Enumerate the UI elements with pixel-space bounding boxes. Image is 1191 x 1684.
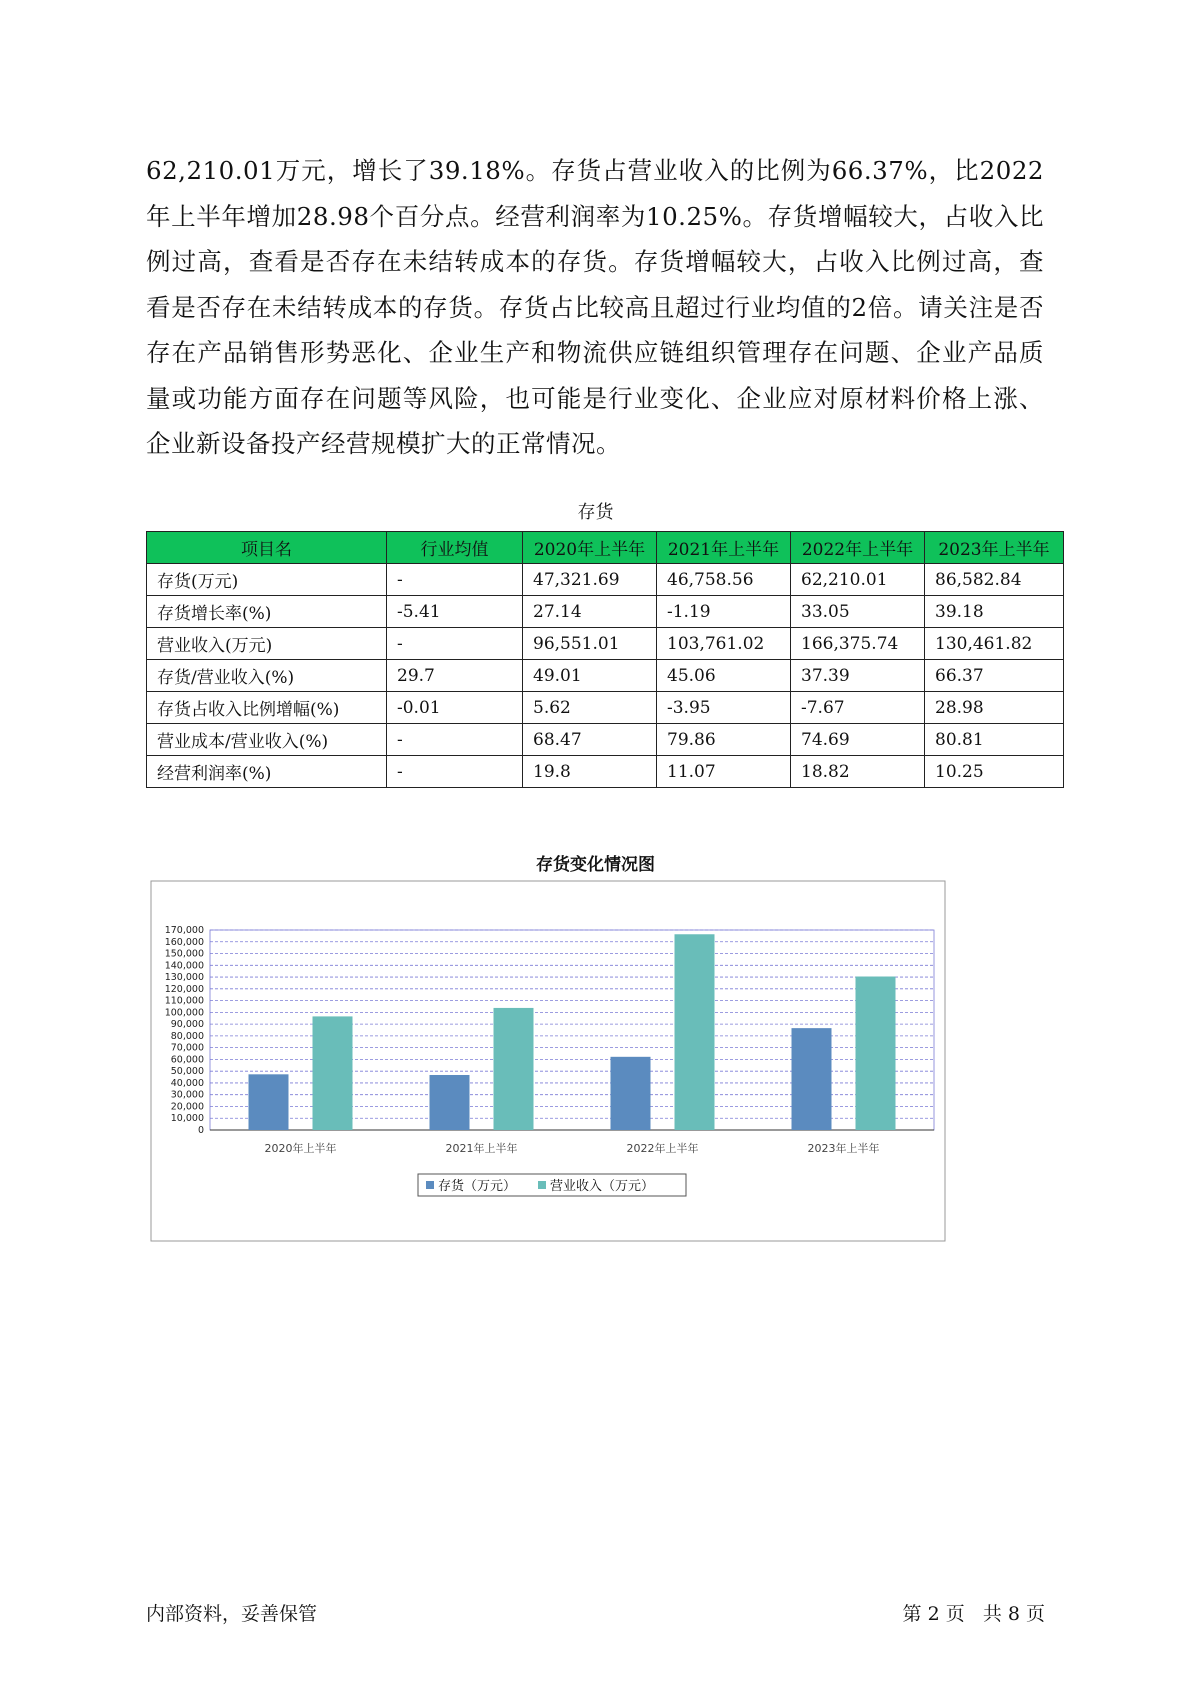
- table-row: [147, 756, 1064, 788]
- header-cell: 行业均值: [387, 532, 523, 564]
- table-cell: -1.19: [657, 596, 791, 628]
- table-cell: -5.41: [387, 596, 523, 628]
- legend-label: 营业收入（万元）: [550, 1179, 655, 1194]
- table-cell: 营业成本/营业收入(%): [147, 724, 387, 756]
- y-tick-label: 10,000: [170, 1113, 204, 1125]
- table-row: [147, 724, 1064, 756]
- chart-title: 存货变化情况图: [536, 855, 655, 875]
- header-cell: 2022年上半年: [791, 532, 925, 564]
- bar-inventory: [792, 1028, 832, 1130]
- y-tick-label: 150,000: [164, 948, 204, 960]
- table-row: [147, 564, 1064, 596]
- x-tick-label: 2020年上半年: [264, 1142, 337, 1155]
- x-tick-label: 2022年上半年: [626, 1142, 699, 1155]
- table-cell: 39.18: [925, 596, 1064, 628]
- table-cell: -3.95: [657, 692, 791, 724]
- table-cell: 19.8: [523, 756, 657, 788]
- table-cell: 37.39: [791, 660, 925, 692]
- y-tick-label: 140,000: [164, 960, 204, 972]
- bar-revenue: [494, 1008, 534, 1130]
- y-tick-label: 120,000: [164, 983, 204, 995]
- table-cell: 80.81: [925, 724, 1064, 756]
- table-cell: -0.01: [387, 692, 523, 724]
- table-cell: 49.01: [523, 660, 657, 692]
- table-row: [147, 596, 1064, 628]
- y-tick-label: 40,000: [170, 1077, 204, 1089]
- x-tick-label: 2021年上半年: [445, 1142, 518, 1155]
- bar-revenue: [675, 934, 715, 1130]
- table-cell: -: [387, 724, 523, 756]
- y-tick-label: 70,000: [170, 1042, 204, 1054]
- legend-swatch: [538, 1181, 546, 1189]
- table-cell: 18.82: [791, 756, 925, 788]
- footer-page-number: 第 2 页 共 8 页: [902, 1603, 1045, 1625]
- table-cell: 存货/营业收入(%): [147, 660, 387, 692]
- y-tick-label: 100,000: [164, 1007, 204, 1019]
- bar-inventory: [611, 1057, 651, 1130]
- table-cell: 27.14: [523, 596, 657, 628]
- table-cell: 45.06: [657, 660, 791, 692]
- header-cell: 2021年上半年: [657, 532, 791, 564]
- table-cell: 47,321.69: [523, 564, 657, 596]
- legend-label: 存货（万元）: [438, 1179, 517, 1194]
- table-cell: -: [387, 628, 523, 660]
- table-cell: 10.25: [925, 756, 1064, 788]
- table-caption: 存货: [577, 502, 614, 523]
- header-cell: 2020年上半年: [523, 532, 657, 564]
- table-cell: 66.37: [925, 660, 1064, 692]
- y-tick-label: 20,000: [170, 1101, 204, 1113]
- inventory-bar-chart: [150, 880, 1050, 1245]
- table-cell: 166,375.74: [791, 628, 925, 660]
- y-tick-label: 160,000: [164, 936, 204, 948]
- table-cell: -7.67: [791, 692, 925, 724]
- bar-inventory: [430, 1075, 470, 1130]
- table-cell: 130,461.82: [925, 628, 1064, 660]
- table-row: [147, 660, 1064, 692]
- table-row: [147, 628, 1064, 660]
- header-cell: 2023年上半年: [925, 532, 1064, 564]
- footer-confidential-note: 内部资料，妥善保管: [146, 1603, 318, 1625]
- legend-swatch: [426, 1181, 434, 1189]
- table-cell: 5.62: [523, 692, 657, 724]
- y-tick-label: 90,000: [170, 1019, 204, 1031]
- table-cell: 存货增长率(%): [147, 596, 387, 628]
- table-cell: 33.05: [791, 596, 925, 628]
- table-cell: 79.86: [657, 724, 791, 756]
- table-cell: 46,758.56: [657, 564, 791, 596]
- y-tick-label: 110,000: [164, 995, 204, 1007]
- y-tick-label: 170,000: [164, 925, 204, 936]
- table-cell: 62,210.01: [791, 564, 925, 596]
- header-cell: 项目名: [147, 532, 387, 564]
- table-cell: 96,551.01: [523, 628, 657, 660]
- bar-revenue: [856, 977, 896, 1130]
- y-tick-label: 130,000: [164, 972, 204, 984]
- bar-revenue: [313, 1016, 353, 1130]
- body-paragraph: 62,210.01万元，增长了39.18%。存货占营业收入的比例为66.37%，比2022年上半年增加28.98个百分点。经营利润率为10.25%。存货增幅较大，占收入比例过高，查看是否存在未结转成本的存货。存货增幅较大，占收入比例过高，查看是否存在未结转成本的存货。存货占比较高且超过行业均值的2倍。请关注是否存在产品销售形势恶化、企业生产和物流供应链组织管理存在问题、企业产品质量或功能方面存在问题等风险，也可能是行业变化、企业应对原材料价格上涨、企业新设备投产经营规模扩大的正常情况。: [146, 156, 1044, 458]
- table-cell: 经营利润率(%): [147, 756, 387, 788]
- y-tick-label: 60,000: [170, 1054, 204, 1066]
- table-row: [147, 692, 1064, 724]
- table-cell: -: [387, 564, 523, 596]
- y-tick-label: 80,000: [170, 1030, 204, 1042]
- table-cell: 103,761.02: [657, 628, 791, 660]
- table-cell: 28.98: [925, 692, 1064, 724]
- table-cell: 86,582.84: [925, 564, 1064, 596]
- table-cell: 29.7: [387, 660, 523, 692]
- y-tick-label: 0: [197, 1125, 204, 1136]
- table-cell: 存货占收入比例增幅(%): [147, 692, 387, 724]
- table-cell: -: [387, 756, 523, 788]
- table-cell: 存货(万元): [147, 564, 387, 596]
- x-tick-label: 2023年上半年: [807, 1142, 880, 1155]
- y-tick-label: 50,000: [170, 1066, 204, 1078]
- inventory-table: [146, 531, 1064, 788]
- table-cell: 74.69: [791, 724, 925, 756]
- table-cell: 68.47: [523, 724, 657, 756]
- table-cell: 11.07: [657, 756, 791, 788]
- bar-inventory: [249, 1074, 289, 1130]
- y-tick-label: 30,000: [170, 1089, 204, 1101]
- table-header-row: [147, 532, 1064, 564]
- table-cell: 营业收入(万元): [147, 628, 387, 660]
